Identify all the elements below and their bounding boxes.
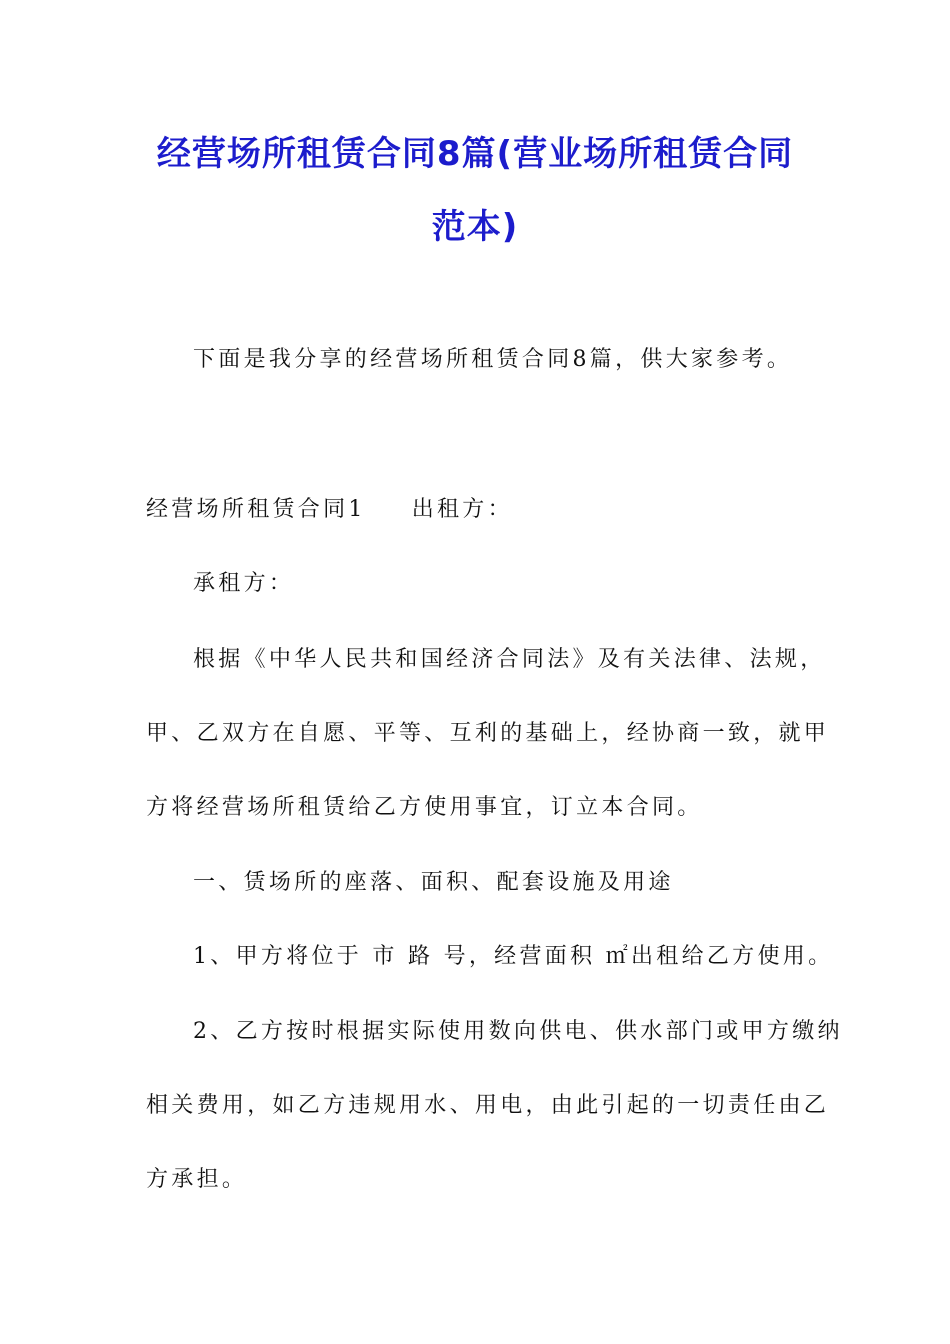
paragraph-1-line-2: 甲、乙双方在自愿、平等、互利的基础上，经协商一致，就甲 [146, 721, 830, 746]
paragraph-1-line-3: 方将经营场所租赁给乙方使用事宜，订立本合同。 [146, 795, 703, 820]
intro-paragraph: 下面是我分享的经营场所租赁合同8篇，供大家参考。 [193, 347, 793, 372]
clause-1-item-2-line-2: 相关费用，如乙方违规用水、用电，由此引起的一切责任由乙 [146, 1093, 830, 1118]
section-heading: 经营场所租赁合同1 [146, 497, 366, 522]
lessor-label: 出租方： [411, 497, 513, 522]
document-title-line-2: 范本) [431, 207, 519, 247]
lessee-label: 承租方： [193, 571, 295, 596]
document-title-line-1: 经营场所租赁合同8篇(营业场所租赁合同 [156, 134, 794, 174]
clause-1-heading: 一、赁场所的座落、面积、配套设施及用途 [193, 870, 674, 895]
clause-1-item-2-line-3: 方承担。 [146, 1167, 248, 1192]
clause-1-item-1: 1、甲方将位于 市 路 号，经营面积 ㎡出租给乙方使用。 [193, 944, 834, 969]
paragraph-1-line-1: 根据《中华人民共和国经济合同法》及有关法律、法规， [193, 647, 826, 672]
clause-1-item-2-line-1: 2、乙方按时根据实际使用数向供电、供水部门或甲方缴纳 [193, 1019, 843, 1044]
section-heading-row [146, 495, 513, 525]
